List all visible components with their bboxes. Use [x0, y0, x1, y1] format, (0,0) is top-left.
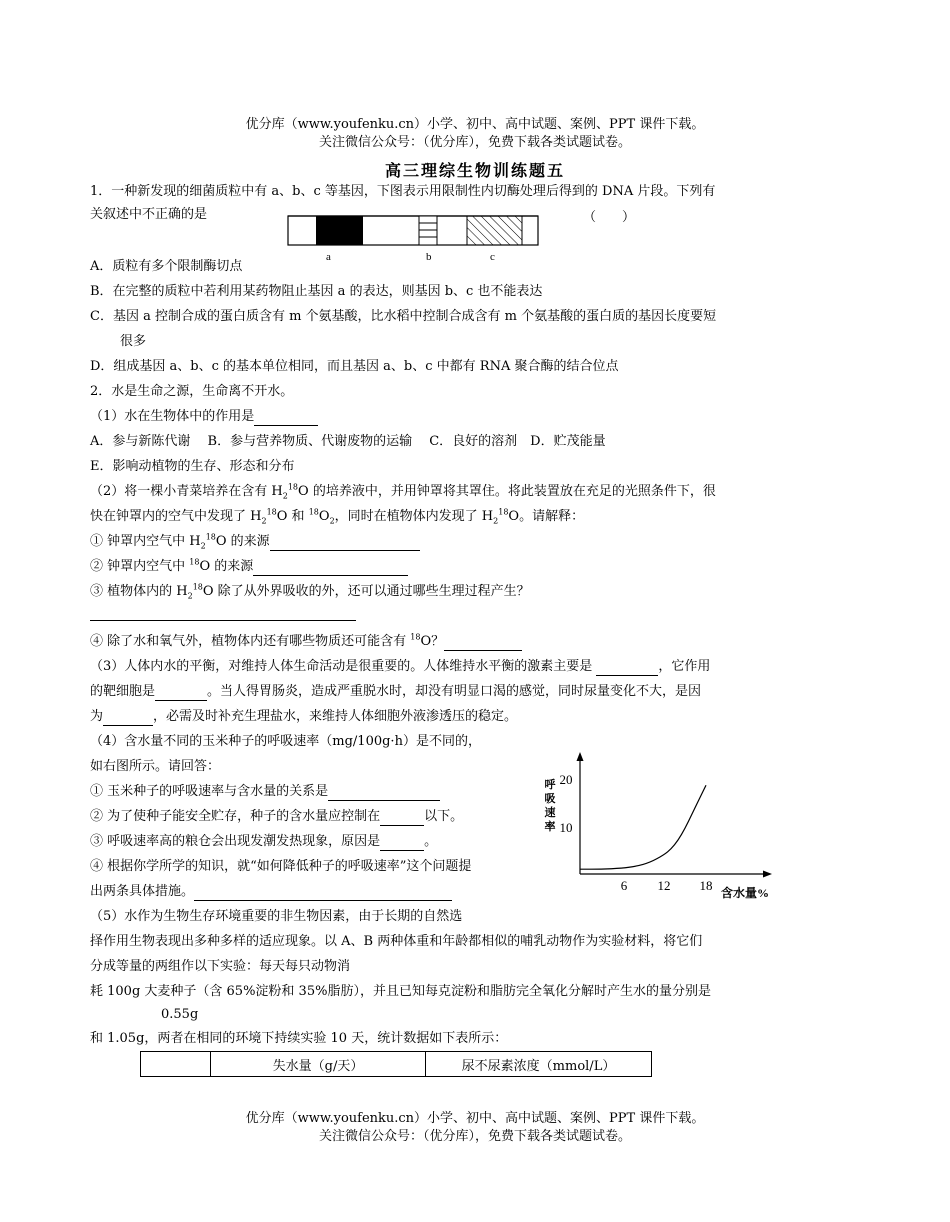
blank[interactable] — [380, 837, 424, 851]
q1-option-c-line1: C．基因 a 控制合成的蛋白质含有 m 个氨基酸，比水稻中控制合成含有 m 个氨基酸的蛋白质的基因长度要短 — [90, 309, 717, 324]
header-line-1: 优分库（www.youfenku.cn）小学、初中、高中试题、案例、PPT 课件下载。 — [245, 117, 705, 132]
footer-line-1: 优分库（www.youfenku.cn）小学、初中、高中试题、案例、PPT 课件下载。 — [245, 1111, 705, 1126]
gene-label-b: b — [426, 251, 432, 263]
q2-part2-line2: 快在钟罩内的空气中发现了 $H_2^{18}O$ 和 $^{18}O_2$，同时在植物体内发现了 $H_2^{18}O$。请解释： — [90, 507, 585, 526]
q2-part1-options-line1: A．参与新陈代谢 B．参与营养物质、代谢废物的运输 C．良好的溶剂 D．贮茂能量 — [90, 434, 606, 449]
q2-part3-line2: 的靶细胞是 。当人得胃肠炎，造成严重脱水时，却没有明显口渴的感觉，同时尿量变化不大，是因 — [90, 684, 702, 699]
q2-intro: 2．水是生命之源，生命离不开水。 — [90, 384, 294, 399]
header-line-2: 关注微信公众号：（优分库），免费下载各类试题试卷。 — [318, 135, 631, 150]
gene-label-c: c — [490, 251, 495, 263]
svg-text:率: 率 — [544, 821, 556, 833]
y-axis-arrow — [577, 752, 584, 761]
gene-c-block — [467, 216, 522, 245]
q1-option-a: A．质粒有多个限制酶切点 — [90, 259, 243, 274]
q2-part5-line2: 择作用生物表现出多种多样的适应现象。以 A、B 两种体重和年龄都相似的哺乳动物作为实验材料，将它们 — [90, 934, 703, 949]
q2-part5-line4: 耗 100g 大麦种子（含 65%淀粉和 35%脂肪），并且已知每克淀粉和脂肪完全氧化分解时产生水的量分别是 — [90, 984, 711, 999]
q2-part2-sub2: ② 钟罩内空气中 $^{18}$O 的来源 — [90, 558, 408, 576]
answer-line[interactable] — [90, 620, 356, 621]
respiration-curve — [580, 785, 706, 869]
q2-part4-sub4-line2: 出两条具体措施。 — [90, 883, 452, 901]
x-tick-label-18: 18 — [699, 878, 713, 893]
q2-part3-line1: （3）人体内水的平衡，对维持人体生命活动是很重要的。人体维持水平衡的激素主要是 ，它作用 — [90, 659, 711, 674]
blank[interactable] — [328, 787, 440, 801]
x-axis-label: 含水量% — [721, 886, 770, 900]
q1-stem-line2: 关叙述中不正确的是 — [90, 207, 208, 222]
respiration-rate-chart — [538, 748, 780, 900]
q2-part2-sub4: ④ 除了水和氧气外，植物体内还有哪些物质还可能含有 $^{18}$O？ — [90, 633, 522, 651]
svg-text:速: 速 — [544, 807, 556, 819]
blank[interactable] — [103, 712, 153, 726]
gene-a-block — [316, 216, 363, 245]
footer-line-2: 关注微信公众号：（优分库），免费下载各类试题试卷。 — [318, 1129, 631, 1144]
q1-option-b: B．在完整的质粒中若利用某药物阻止基因 a 的表达，则基因 b、c 也不能表达 — [90, 284, 543, 299]
q2-part4-sub4-line1: ④ 根据你学所学的知识，就“如何降低种子的呼吸速率”这个问题提 — [90, 859, 472, 874]
q2-part5-line6: 和 1.05g，两者在相同的环境下持续实验 10 天，统计数据如下表所示： — [90, 1031, 508, 1046]
x-tick-label-6: 6 — [620, 878, 628, 893]
q2-part5-line5: 0.55g — [161, 1007, 199, 1022]
q2-part5-line1: （5）水作为生物生存环境重要的非生物因素，由于长期的自然选 — [90, 909, 463, 924]
q2-part2-sub3: ③ 植物体内的 $H_2^{18}O$ 除了从外界吸收的外，还可以通过哪些生理过程产生？ — [90, 582, 530, 601]
q2-part2-sub1: ① 钟罩内空气中 $H_2^{18}O$ 的来源 — [90, 533, 420, 551]
q2-part4-line2: 如右图所示。请回答： — [90, 759, 221, 774]
blank[interactable] — [155, 687, 207, 701]
blank[interactable] — [380, 812, 424, 826]
svg-text:吸: 吸 — [544, 793, 556, 805]
y-tick-label-20: 20 — [559, 772, 573, 787]
x-axis-arrow — [763, 871, 772, 878]
y-tick-label-10: 10 — [559, 820, 573, 835]
svg-text:呼: 呼 — [544, 779, 556, 791]
y-axis-label — [545, 777, 557, 833]
q1-option-c-line2: 很多 — [120, 334, 147, 349]
q2-part4-sub1: ① 玉米种子的呼吸速率与含水量的关系是 — [90, 783, 440, 801]
q2-part4-sub3: ③ 呼吸速率高的粮仓会出现发潮发热现象，原因是 。 — [90, 834, 438, 849]
q2-part4-sub2: ② 为了使种子能安全贮存，种子的含水量应控制在 以下。 — [90, 809, 464, 824]
blank[interactable] — [253, 562, 408, 576]
q2-part4-line1: （4）含水量不同的玉米种子的呼吸速率（mg/100g·h）是不同的， — [90, 734, 481, 749]
x-tick-label-12: 12 — [657, 878, 671, 893]
blank[interactable] — [254, 412, 318, 426]
q1-answer-paren: （ ） — [583, 210, 636, 225]
blank[interactable] — [596, 662, 658, 676]
blank[interactable] — [444, 637, 522, 651]
blank[interactable] — [194, 887, 452, 901]
table-header-cell — [141, 1052, 211, 1077]
table-header-cell: 尿不尿素浓度（mmol/L） — [426, 1052, 652, 1077]
gene-b-block — [419, 216, 437, 245]
q1-option-d: D．组成基因 a、b、c 的基本单位相同，而且基因 a、b、c 中都有 RNA 聚合酶的结合位点 — [90, 359, 619, 374]
q2-part2-line1: （2）将一棵小青菜培养在含有 $H_2^{18}O$ 的培养液中，并用钟罩将其罩住。将此装置放在充足的光照条件下，很 — [90, 482, 716, 501]
page-title: 高三理综生物训练题五 — [384, 161, 565, 180]
blank[interactable] — [270, 537, 420, 551]
q2-part5-line3: 分成等量的两组作以下实验：每天每只动物消 — [90, 959, 351, 974]
experiment-table — [140, 1051, 652, 1077]
q2-part1: （1）水在生物体中的作用是 — [90, 408, 318, 426]
q2-part3-line3: 为 ，必需及时补充生理盐水，来维持人体细胞外液渗透压的稳定。 — [90, 709, 518, 724]
table-header-cell: 失水量（g/天） — [211, 1052, 426, 1077]
table-row — [141, 1052, 652, 1077]
q2-part1-options-line2: E．影响动植物的生存、形态和分布 — [90, 459, 295, 474]
dna-fragment-diagram — [286, 208, 542, 264]
gene-label-a: a — [326, 251, 331, 263]
q1-stem-line1: 1．一种新发现的细菌质粒中有 a、b、c 等基因，下图表示用限制性内切酶处理后得到的 DNA 片段。下列有 — [90, 184, 716, 199]
